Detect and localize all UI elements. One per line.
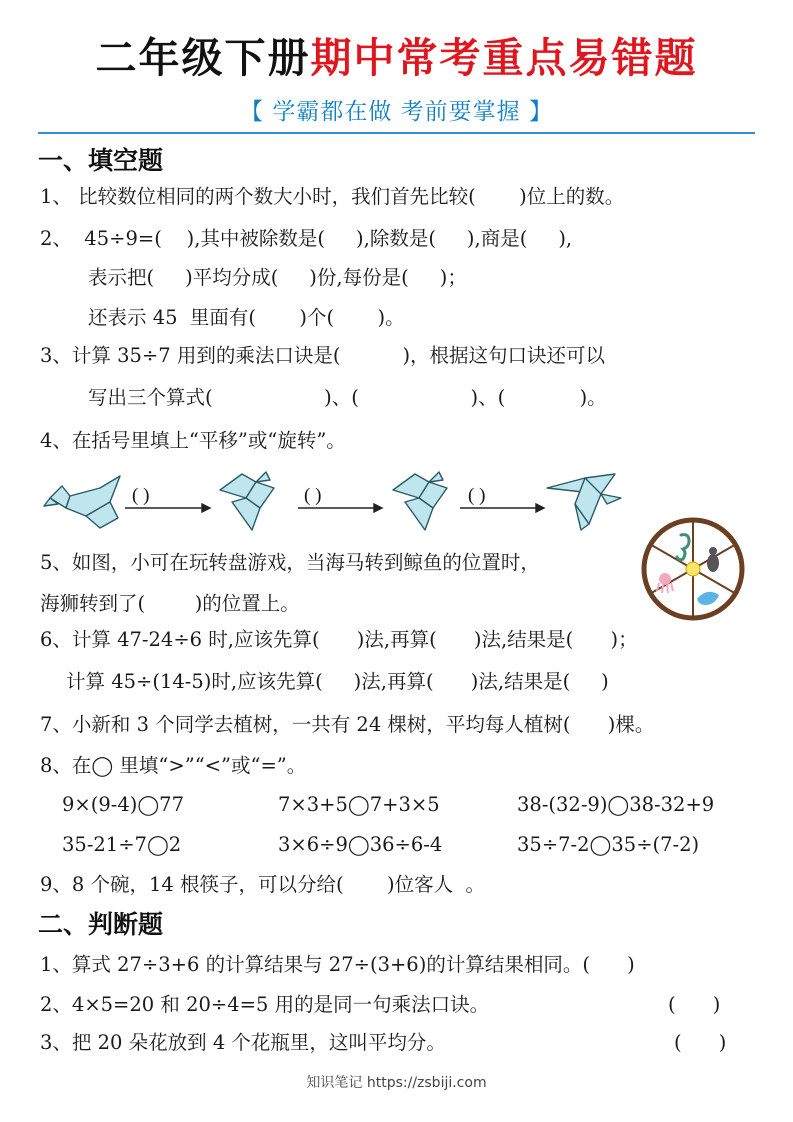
judge-question-3: 3、把 20 朵花放到 4 个花瓶里，这叫平均分。 — [40, 1031, 446, 1054]
judge-question-2: 2、4×5=20 和 20÷4=5 用的是同一句乘法口诀。 — [40, 993, 490, 1016]
question-3-line-1: 3、计算 35÷7 用到的乘法口诀是( )，根据这句口诀还可以 — [40, 344, 606, 367]
compare-item-1: 9×(9-4)◯77 — [62, 793, 184, 816]
judge-question-3-bracket: ( ) — [674, 1031, 727, 1054]
arrow-2-head — [374, 504, 382, 512]
question-6-line-1: 6、计算 47-24÷6 时,应该先算( )法,再算( )法,结果是( )； — [40, 628, 638, 651]
judge-question-2-bracket: ( ) — [668, 993, 721, 1016]
header-divider — [38, 132, 755, 134]
crane-figure-3 — [393, 472, 447, 530]
question-2-line-3: 还表示 45 里面有( )个( )。 — [88, 306, 405, 329]
arrow-3-head — [536, 504, 544, 512]
section-heading-fill-blank: 一、填空题 — [38, 146, 164, 175]
page-subtitle: 【 学霸都在做 考前要掌握 】 — [240, 99, 553, 125]
title-red-part: 期中常考重点易错题 — [310, 34, 698, 82]
question-5-line-1: 5、如图，小可在玩转盘游戏，当海马转到鲸鱼的位置时， — [40, 551, 540, 574]
compare-item-4: 35-21÷7◯2 — [62, 833, 182, 856]
question-1: 1、 比较数位相同的两个数大小时，我们首先比较( )位上的数。 — [40, 185, 625, 208]
footer-watermark: 知识笔记 https://zsbiji.com — [306, 1075, 487, 1091]
compare-item-5: 3×6÷9◯36÷6-4 — [278, 833, 443, 856]
compare-item-3: 38-(32-9)◯38-32+9 — [517, 793, 715, 816]
question-4: 4、在括号里填上“平移”或“旋转”。 — [40, 429, 346, 452]
title-black-part: 二年级下册 — [95, 34, 311, 82]
question-9: 9、8 个碗，14 根筷子，可以分给( )位客人 。 — [40, 873, 486, 896]
crane-figure-2 — [220, 472, 274, 530]
compare-item-2: 7×3+5◯7+3×5 — [278, 793, 440, 816]
crane-figure-1 — [44, 476, 120, 528]
question-3-line-2: 写出三个算式( )、( )、( )。 — [88, 386, 607, 409]
question-2-line-2: 表示把( )平均分成( )份,每份是( )； — [88, 266, 467, 289]
seq-bracket-1: ( ) — [132, 485, 150, 506]
question-5-line-2: 海狮转到了( )的位置上。 — [40, 592, 300, 615]
question-7: 7、小新和 3 个同学去植树，一共有 24 棵树，平均每人植树( )棵。 — [40, 713, 655, 736]
compare-item-6: 35÷7-2◯35÷(7-2) — [517, 833, 700, 856]
crane-figure-4 — [547, 474, 621, 530]
page-title — [0, 34, 793, 82]
judge-question-1: 1、算式 27÷3+6 的计算结果与 27÷(3+6)的计算结果相同。( ) — [40, 953, 635, 976]
question-8: 8、在◯ 里填“>”“<”或“=”。 — [40, 754, 307, 777]
wheel-center — [686, 562, 700, 576]
seq-bracket-2: ( ) — [304, 485, 322, 506]
question-2-line-1: 2、 45÷9=( ),其中被除数是( ),除数是( ),商是( ), — [40, 227, 573, 250]
arrow-1-head — [202, 504, 210, 512]
spinner-wheel — [641, 517, 745, 621]
seq-bracket-3: ( ) — [468, 485, 486, 506]
origami-crane-sequence — [40, 468, 640, 538]
section-heading-true-false: 二、判断题 — [38, 910, 164, 939]
question-6-line-2: 计算 45÷(14-5)时,应该先算( )法,再算( )法,结果是( ) — [66, 670, 609, 693]
